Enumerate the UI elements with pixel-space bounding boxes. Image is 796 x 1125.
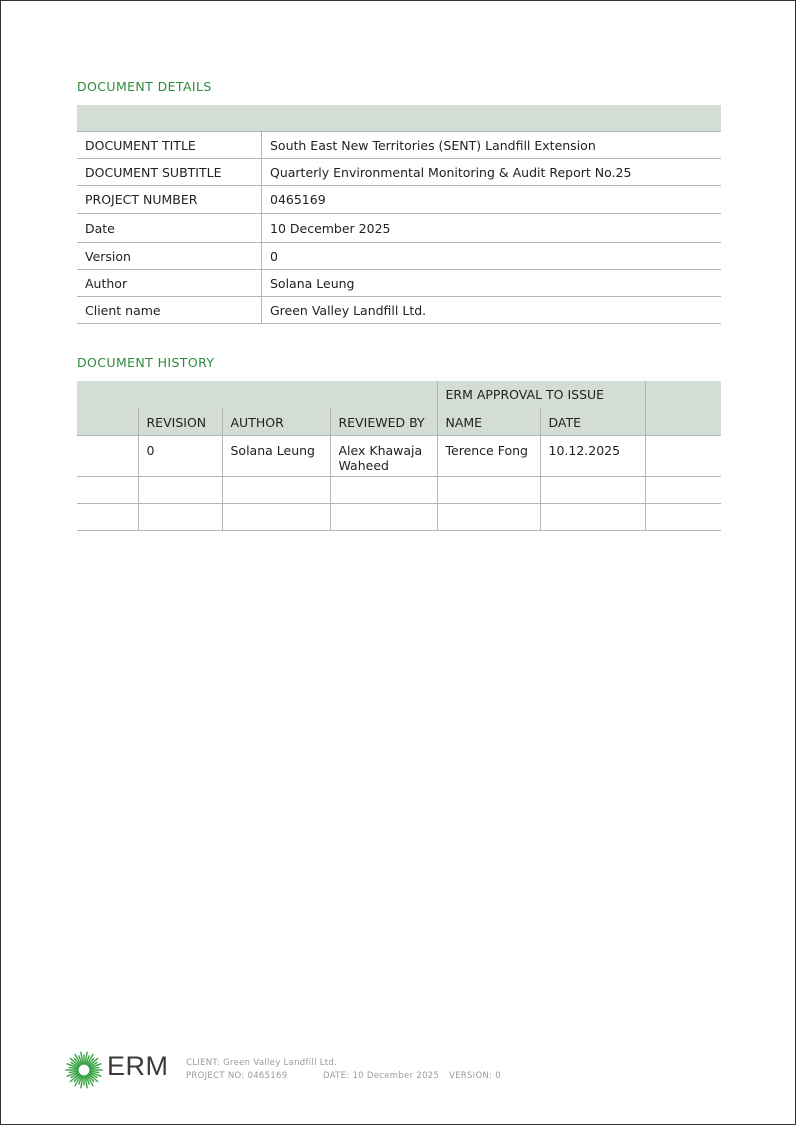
history-header-date: DATE bbox=[540, 408, 645, 435]
details-value: 0 bbox=[262, 243, 722, 270]
details-row bbox=[77, 214, 721, 243]
history-header-blank bbox=[77, 408, 138, 435]
history-empty-cell bbox=[437, 476, 540, 503]
details-row bbox=[77, 297, 721, 324]
details-row bbox=[77, 132, 721, 159]
history-cell-reviewed-by: Alex Khawaja Waheed bbox=[330, 435, 437, 476]
history-cell-name: Terence Fong bbox=[437, 435, 540, 476]
footer-client: CLIENT: Green Valley Landfill Ltd. bbox=[186, 1058, 338, 1068]
document-details-table bbox=[77, 105, 721, 324]
history-row-empty bbox=[77, 503, 721, 530]
details-row bbox=[77, 159, 721, 186]
history-empty-cell bbox=[645, 476, 721, 503]
details-row bbox=[77, 270, 721, 297]
history-empty-cell bbox=[437, 503, 540, 530]
footer-date: DATE: 10 December 2025 bbox=[323, 1071, 440, 1081]
history-row bbox=[77, 435, 721, 476]
history-group-empty bbox=[645, 381, 721, 408]
details-label: DOCUMENT TITLE bbox=[77, 132, 262, 159]
details-value: Quarterly Environmental Monitoring & Audit Report No.25 bbox=[262, 159, 722, 186]
history-column-header-row bbox=[77, 408, 721, 435]
history-empty-cell bbox=[222, 503, 330, 530]
history-group-header-row bbox=[77, 381, 721, 408]
history-empty-cell bbox=[330, 503, 437, 530]
history-header-author: AUTHOR bbox=[222, 408, 330, 435]
erm-approval-header: ERM APPROVAL TO ISSUE bbox=[437, 381, 645, 408]
details-value: 0465169 bbox=[262, 186, 722, 214]
history-cell-date: 10.12.2025 bbox=[540, 435, 645, 476]
history-cell-revision: 0 bbox=[138, 435, 222, 476]
document-history-heading: DOCUMENT HISTORY bbox=[77, 355, 215, 370]
history-header-name: NAME bbox=[437, 408, 540, 435]
details-value: South East New Territories (SENT) Landfill Extension bbox=[262, 132, 722, 159]
details-header-band bbox=[77, 105, 721, 132]
erm-logo-text: ERM bbox=[107, 1051, 169, 1081]
history-header-extra bbox=[645, 408, 721, 435]
details-label: Author bbox=[77, 270, 262, 297]
history-empty-cell bbox=[645, 503, 721, 530]
details-value: Solana Leung bbox=[262, 270, 722, 297]
history-row-empty bbox=[77, 476, 721, 503]
history-empty-cell bbox=[138, 476, 222, 503]
history-cell-blank bbox=[77, 435, 138, 476]
footer-project-no: PROJECT NO: 0465169 bbox=[186, 1071, 288, 1081]
page-footer bbox=[65, 1049, 525, 1093]
history-header-reviewed-by: REVIEWED BY bbox=[330, 408, 437, 435]
footer-metadata bbox=[186, 1057, 501, 1083]
details-label: DOCUMENT SUBTITLE bbox=[77, 159, 262, 186]
history-empty-cell bbox=[330, 476, 437, 503]
details-label: Version bbox=[77, 243, 262, 270]
details-label: PROJECT NUMBER bbox=[77, 186, 262, 214]
history-empty-cell bbox=[540, 503, 645, 530]
details-label: Client name bbox=[77, 297, 262, 324]
history-empty-cell bbox=[77, 476, 138, 503]
history-group-spacer bbox=[77, 381, 437, 408]
details-row bbox=[77, 186, 721, 214]
details-row bbox=[77, 243, 721, 270]
history-empty-cell bbox=[222, 476, 330, 503]
history-empty-cell bbox=[77, 503, 138, 530]
details-value: Green Valley Landfill Ltd. bbox=[262, 297, 722, 324]
history-empty-cell bbox=[138, 503, 222, 530]
history-cell-extra bbox=[645, 435, 721, 476]
document-details-heading: DOCUMENT DETAILS bbox=[77, 79, 212, 94]
history-empty-cell bbox=[540, 476, 645, 503]
erm-starburst-icon bbox=[65, 1051, 103, 1089]
details-label: Date bbox=[77, 214, 262, 243]
document-history-table bbox=[77, 381, 721, 531]
footer-version: VERSION: 0 bbox=[449, 1071, 502, 1081]
history-header-revision: REVISION bbox=[138, 408, 222, 435]
details-value: 10 December 2025 bbox=[262, 214, 722, 243]
history-cell-author: Solana Leung bbox=[222, 435, 330, 476]
